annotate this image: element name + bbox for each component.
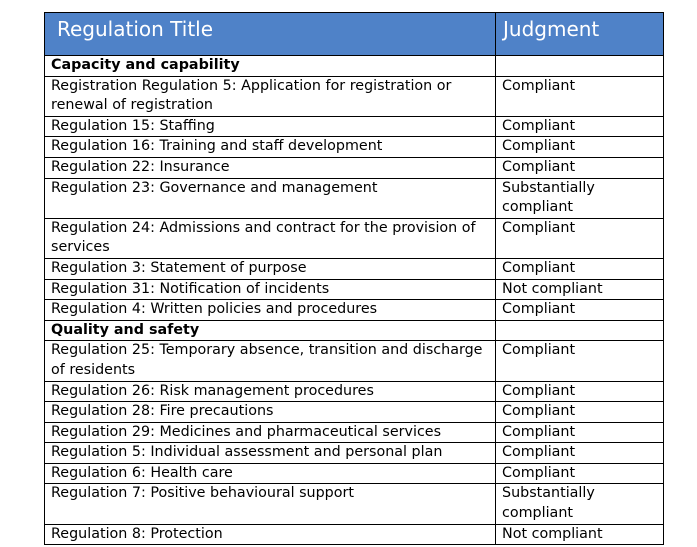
table-row — [45, 381, 664, 402]
table-row — [45, 422, 664, 443]
judgment-cell: Compliant — [496, 300, 664, 321]
table-row — [45, 258, 664, 279]
column-header-regulation-title: Regulation Title — [45, 13, 496, 56]
table-row — [45, 463, 664, 484]
table-row — [45, 443, 664, 464]
table-row — [45, 402, 664, 423]
table-row — [45, 341, 664, 381]
regulation-title-cell: Regulation 24: Admissions and contract for the provision of services — [45, 218, 496, 258]
judgment-cell: Compliant — [496, 402, 664, 423]
regulation-title-cell: Regulation 15: Staffing — [45, 116, 496, 137]
table-row — [45, 279, 664, 300]
judgment-cell: Compliant — [496, 381, 664, 402]
regulation-judgment-table — [44, 12, 664, 545]
regulation-title-cell: Regulation 31: Notification of incidents — [45, 279, 496, 300]
section-empty-cell — [496, 320, 664, 341]
table-row — [45, 218, 664, 258]
section-heading: Quality and safety — [45, 320, 496, 341]
regulation-title-cell: Regulation 3: Statement of purpose — [45, 258, 496, 279]
judgment-cell: Substantially compliant — [496, 178, 664, 218]
judgment-cell: Compliant — [496, 258, 664, 279]
regulation-title-cell: Regulation 26: Risk management procedures — [45, 381, 496, 402]
column-header-judgment: Judgment — [496, 13, 664, 56]
regulation-title-cell: Regulation 6: Health care — [45, 463, 496, 484]
section-heading: Capacity and capability — [45, 56, 496, 77]
regulation-title-cell: Regulation 4: Written policies and procedures — [45, 300, 496, 321]
section-empty-cell — [496, 56, 664, 77]
table-row — [45, 300, 664, 321]
judgment-cell: Substantially compliant — [496, 484, 664, 524]
table-row — [45, 137, 664, 158]
section-row — [45, 56, 664, 77]
table-body — [45, 56, 664, 545]
regulation-title-cell: Regulation 7: Positive behavioural support — [45, 484, 496, 524]
table-header — [45, 13, 664, 56]
regulation-title-cell: Regulation 25: Temporary absence, transition and discharge of residents — [45, 341, 496, 381]
table-row — [45, 178, 664, 218]
table-row — [45, 157, 664, 178]
header-row — [45, 13, 664, 56]
judgment-cell: Compliant — [496, 422, 664, 443]
judgment-cell: Not compliant — [496, 279, 664, 300]
regulation-title-cell: Regulation 8: Protection — [45, 524, 496, 545]
judgment-cell: Not compliant — [496, 524, 664, 545]
judgment-cell: Compliant — [496, 116, 664, 137]
table-row — [45, 524, 664, 545]
judgment-cell: Compliant — [496, 341, 664, 381]
regulation-title-cell: Regulation 28: Fire precautions — [45, 402, 496, 423]
judgment-cell: Compliant — [496, 443, 664, 464]
judgment-cell: Compliant — [496, 157, 664, 178]
table-row — [45, 116, 664, 137]
judgment-cell: Compliant — [496, 463, 664, 484]
judgment-cell: Compliant — [496, 218, 664, 258]
regulation-title-cell: Regulation 5: Individual assessment and personal plan — [45, 443, 496, 464]
section-row — [45, 320, 664, 341]
table-row — [45, 76, 664, 116]
regulation-title-cell: Registration Regulation 5: Application for registration or renewal of registration — [45, 76, 496, 116]
judgment-cell: Compliant — [496, 137, 664, 158]
judgment-cell: Compliant — [496, 76, 664, 116]
regulation-title-cell: Regulation 29: Medicines and pharmaceutical services — [45, 422, 496, 443]
table-row — [45, 484, 664, 524]
regulation-title-cell: Regulation 23: Governance and management — [45, 178, 496, 218]
regulation-title-cell: Regulation 22: Insurance — [45, 157, 496, 178]
regulation-title-cell: Regulation 16: Training and staff development — [45, 137, 496, 158]
